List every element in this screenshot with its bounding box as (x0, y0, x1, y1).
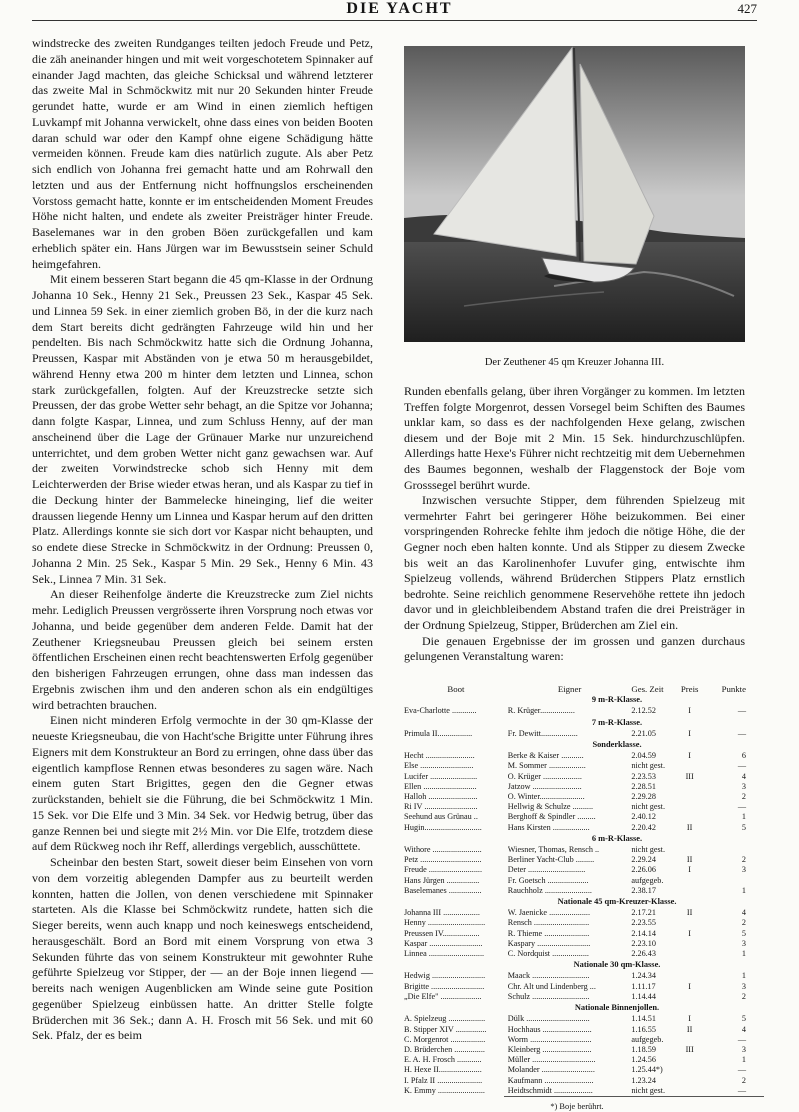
results-table (404, 684, 750, 1112)
total-time: 2.04.59 (631, 751, 656, 761)
points: 1 (741, 1055, 746, 1065)
boat-name: Withore ........................ (404, 845, 482, 855)
boat-name: Lucifer ....................... (404, 771, 478, 781)
journal-title: DIE YACHT (346, 0, 453, 17)
sailboat-photo (404, 46, 745, 342)
class-heading: 9 m-R-Klasse. (591, 695, 643, 705)
boat-name: Primula II................. (404, 728, 473, 738)
result-row (404, 706, 750, 716)
prize (675, 1086, 705, 1096)
prize: II (686, 855, 693, 865)
prize (675, 939, 705, 949)
left-column (32, 36, 373, 1044)
owner-name: C. Nordquist .................. (507, 949, 589, 959)
result-row (404, 971, 750, 981)
boat-name: Seehund aus Grünau .. (404, 812, 478, 822)
total-time: 2.38.17 (631, 885, 656, 895)
boat-name: Brigitte .......................... (404, 981, 485, 991)
boat-name: Freude .......................... (404, 865, 483, 875)
paragraph: Mit einem besseren Start begann die 45 qm-Klasse in der Ordnung Johanna 10 Sek., Henny 21 Sek., Preussen 23 Sek., Kaspar 45 Sek. und Linnea 59 Sek. in einer ziemlich groben Bö, in der die kurz nach dem Start bereits dicht gedrängten Fahrzeuge wild hin und her pendelten. Bis nach Schmöckwitz hatte sich die Ordnung Johanna, Preussen, Kaspar mit Abständen von je etwa 50 m herausgebildet, während Henny etwa 200 m hinter dem letzten und Linnea, schon stark zurückgefallen, folgten. Auf der Kreuzstrecke setzte sich Preussen, der das grobe Wetter sehr behagt, an die Spitze vor Johanna; dann folgte Kaspar, Linnea, und zum Schluss Henny, auf der man anscheinend über die Lage der Grünauer Marke nur unzureichend unterrichtet, und dem groben Wetter nicht ganz gewachsen war. Auf der zweiten Vorwindstrecke schob sich Henny mit dem Leichterwerden der Brise wieder etwas heran, und als Kaspar zu tief in die Deckung hinter der Bammelecke hineinging, lief die weiter draussen liegende Henny um Linnea und Kaspar herum auf den dritten Platz. Allerdings konnte sie sich dort vor Kaspar nicht behaupten, und so endete diese Strecke in Schmöckwitz in der Ordnung: Preussen 0, Johanna 2 Min. 25 Sek., Kaspar 5 Min. 29 Sek., Henny 6 Min. 43 Sek., Linnea 7 Min. 31 Sek. (32, 272, 373, 586)
boat-name: C. Morgenrot ................. (404, 1034, 486, 1044)
total-time: 1.23.24 (631, 1075, 656, 1085)
prize (675, 1055, 705, 1065)
header-points: Punkte (721, 684, 746, 694)
result-row (404, 823, 750, 833)
header-owner: Eigner (557, 684, 582, 694)
boat-name: Kaspar .......................... (404, 938, 483, 948)
prize (675, 876, 705, 886)
prize (675, 812, 705, 822)
paragraph: Inzwischen versuchte Stipper, dem führenden Spielzeug mit vermehrter Fahrt bei geringerer Höhe beizukommen. Bei einer vorspringenden Rohrecke fehlte ihm jedoch die nötige Höhe, die der Gegner noch eben halten konnte. Und als Stipper zu diesem Zwecke bis weit an das Karolinenhofer Luvufer ging, entwischte ihm Spielzeug vollends, während Brüderchen Stippers Platz ernstlich bedrohte. Seine reichlich genommene Reservehöhe rettete ihn jedoch davor und in gleichbleibendem Abstand trafen die drei Preisträger in der Ordnung Spielzeug, Stipper, Brüderchen am Ziel ein. (404, 493, 745, 632)
prize: I (688, 928, 692, 938)
result-row (404, 908, 750, 918)
points: — (737, 1034, 746, 1044)
result-row (404, 949, 750, 959)
total-time: nicht gest. (631, 802, 665, 812)
class-heading: 6 m-R-Klasse. (591, 833, 643, 843)
total-time: nicht gest. (631, 845, 665, 855)
prize (675, 845, 705, 855)
class-heading: Nationale 30 qm-Klasse. (573, 960, 661, 970)
points: 3 (741, 1044, 746, 1054)
total-time: 2.29.28 (631, 792, 656, 802)
boat-name: Hedwig .......................... (404, 971, 486, 981)
total-time: 2.28.51 (631, 781, 656, 791)
owner-name: Molander .......................... (507, 1065, 595, 1075)
result-row (404, 876, 750, 886)
points: 3 (741, 981, 746, 991)
result-row (404, 1065, 750, 1075)
paragraph: Scheinbar den besten Start, soweit dieser beim Einsehen von vorn von dem vorzeitig ablegenden Dampfer aus zu beurteilt werden konnten, hatten die Jollen, von denen verschiedene mit Spinnaker starteten. Als die Klasse bei Schmöckwitz rundete, hatten sich die Sieger bereits, wenn auch knapp und noch keineswegs entscheidend, herausgeschält. Bord an Bord mit einem Vorsprung von etwa 3 Sekunden führte das von seinem Konstrukteur mit gewohnter Ruhe geführte Spielzeug vor Stipper, der — an der Boje innen liegend — bereits nach wenigen Augenblicken am Winde seine gute Position gegenüber Spielzeug einbüssen hatte. An dritter Stelle folgte Brüderchen mit 36 Sek.; dann A. H. Frosch mit 56 Sek. und mit 60 Sek. Pfalz, der es beim (32, 855, 373, 1043)
paragraph: windstrecke des zweiten Rundganges teilten jedoch Freude und Petz, die zäh aneinander hingen und mit weit vorgeschotetem Spinnaker auf einander Jagd machten, das gleiche Schicksal und während letzterer das zweite Mal in Schmöckwitz mit nur 20 Sekunden hinter Freude gerundet hatte, wurde er am Wind in einen ziemlich heftigen Luvkampf mit Johanna verwickelt, ohne dass eines von beiden Booten daran schuld war oder den Kampf ohne eigene Schädigung hätte vermeiden können. Freude kam dies natürlich zugute. Als aber Petz sich endlich von Johanna frei gemacht hatte und am Rohrwall den letzten und aus der Entfernung nicht hoffnungslos erscheinenden Vorstoss gemacht hatte, konnte er im entscheidenden Moment Freudes Höhe nicht halten, und endete als zweiter Preisträger hinter Freude. Baselemanes war in den groben Böen zurückgefallen und kam erheblich später ein. Hans Jürgen war im Bewusstsein seiner Schuld heimgefahren. (32, 36, 373, 271)
owner-name: M. Sommer .................. (507, 761, 586, 771)
prize: II (686, 908, 693, 918)
total-time: 2.21.05 (631, 728, 656, 738)
footnote-rule (504, 1096, 764, 1097)
total-time: 2.20.42 (631, 822, 656, 832)
boat-name: Eva-Charlotte ............ (404, 706, 477, 716)
results-header (404, 684, 750, 694)
points: 3 (741, 865, 746, 875)
points: 2 (741, 918, 746, 928)
owner-name: Schulz ............................ (507, 991, 590, 1001)
prize (675, 802, 705, 812)
result-row (404, 865, 750, 875)
class-heading: Sonderklasse. (592, 740, 642, 750)
header-prize: Preis (680, 684, 699, 694)
paragraph: Die genauen Ergebnisse der im grossen und ganzen durchaus gelungenen Veranstaltung waren: (404, 633, 745, 664)
points: 2 (741, 1075, 746, 1085)
prize: I (688, 751, 692, 761)
points: — (737, 1085, 746, 1095)
boat-name: D. Brüderchen ............... (404, 1044, 485, 1054)
result-row (404, 855, 750, 865)
total-time: 1.14.51 (631, 1014, 656, 1024)
points: — (737, 706, 746, 716)
owner-name: Chr. Alt und Lindenberg ... (507, 981, 596, 991)
points: 2 (741, 792, 746, 802)
owner-name: Wiesner, Thomas, Rensch .. (507, 845, 600, 855)
result-row (404, 1035, 750, 1045)
points (704, 876, 750, 886)
boat-name: Henny ............................ (404, 918, 486, 928)
right-column (404, 384, 745, 665)
boat-name: Johanna III .................. (404, 908, 480, 918)
points: 4 (741, 771, 746, 781)
result-row (404, 1045, 750, 1055)
result-row (404, 772, 750, 782)
total-time: 1.11.17 (631, 981, 656, 991)
total-time: 2.14.14 (631, 928, 656, 938)
owner-name: O. Winter...................... (507, 792, 585, 802)
points: 3 (741, 938, 746, 948)
prize: I (688, 865, 692, 875)
owner-name: Hellwig & Schulze .......... (507, 802, 594, 812)
owner-name: O. Krüger ................... (507, 771, 582, 781)
header-boat: Boot (447, 684, 465, 694)
owner-name: Worm .............................. (507, 1034, 592, 1044)
boat-name: Halloh ........................ (404, 792, 478, 802)
points: — (737, 761, 746, 771)
owner-name: Kaufmann ........................ (507, 1075, 594, 1085)
owner-name: Hans Kirsten .................. (507, 822, 590, 832)
owner-name: W. Jaenicke .................... (507, 908, 591, 918)
result-row (404, 886, 750, 896)
owner-name: Jatzow ........................ (507, 781, 582, 791)
boat-name: Linnea ........................... (404, 949, 485, 959)
points: — (737, 728, 746, 738)
total-time: aufgegeb. (631, 875, 664, 885)
points: 5 (741, 1014, 746, 1024)
result-row (404, 982, 750, 992)
points: 4 (741, 1024, 746, 1034)
total-time: 1.18.59 (631, 1044, 656, 1054)
prize (675, 1076, 705, 1086)
page-header (0, 0, 799, 22)
boat-name: K. Emmy ....................... (404, 1085, 485, 1095)
points: — (737, 802, 746, 812)
result-row (404, 918, 750, 928)
boat-name: Baselemanes ................ (404, 885, 482, 895)
total-time: 1.24.34 (631, 971, 656, 981)
points: 5 (741, 928, 746, 938)
boat-name: Ri IV .......................... (404, 802, 478, 812)
result-row (404, 729, 750, 739)
result-row (404, 845, 750, 855)
prize (675, 792, 705, 802)
total-time: 2.29.24 (631, 855, 656, 865)
result-row (404, 1014, 750, 1024)
total-time: aufgegeb. (631, 1034, 664, 1044)
boat-name: Petz .............................. (404, 855, 482, 865)
header-rule (32, 20, 757, 21)
total-time: nicht gest. (631, 1085, 665, 1095)
total-time: 1.25.44*) (631, 1065, 663, 1075)
owner-name: Berke & Kaiser ........... (507, 751, 584, 761)
result-row (404, 1055, 750, 1065)
boat-name: Hecht ........................ (404, 751, 475, 761)
page-number: 427 (737, 1, 757, 16)
total-time: 2.17.21 (631, 908, 656, 918)
total-time: 2.23.53 (631, 771, 656, 781)
class-heading: Nationale 45 qm-Kreuzer-Klasse. (557, 897, 677, 907)
boat-name: E. A. H. Frosch ............ (404, 1055, 482, 1065)
result-row (404, 939, 750, 949)
prize (675, 886, 705, 896)
points: 6 (741, 751, 746, 761)
prize (675, 971, 705, 981)
total-time: nicht gest. (631, 761, 665, 771)
owner-name: Dülk ............................... (507, 1014, 590, 1024)
owner-name: Müller ............................... (507, 1055, 596, 1065)
result-row (404, 792, 750, 802)
owner-name: Kaspary .......................... (507, 938, 591, 948)
result-row (404, 802, 750, 812)
result-row (404, 1025, 750, 1035)
paragraph: An dieser Reihenfolge änderte die Kreuzstrecke zum Ziel nichts mehr. Lediglich Preussen vergrösserte ihren Vorsprung noch etwas vor Johanna, und beide gegenüber dem anderen Felde. Damit hat der Zeuthener Kriegsneubau Preussen gleich bei seinem ersten öffentlichen Erscheinen einen recht beachtenswerten Erfolg gegenüber den bisherigen Fahrzeugen errungen, ohne dass man indessen das Ergebnis zwischen ihm und den anderen schon als ein endgültiges wird betrachten brauchen. (32, 587, 373, 712)
points: 5 (741, 822, 746, 832)
owner-name: Rauchholz ....................... (507, 885, 592, 895)
boat-name: Preussen IV.................. (404, 928, 480, 938)
total-time: 2.40.12 (631, 812, 656, 822)
prize: I (688, 1014, 692, 1024)
result-row (404, 751, 750, 761)
boat-name: B. Stipper XIV ............... (404, 1024, 487, 1034)
results-body (404, 695, 750, 1096)
footnote: *) Boje berührt. (550, 1101, 604, 1111)
prize: III (685, 1044, 694, 1054)
points: 2 (741, 991, 746, 1001)
photo-caption: Der Zeuthener 45 qm Kreuzer Johanna III. (484, 357, 665, 368)
owner-name: Kleinberg ........................ (507, 1044, 592, 1054)
total-time: 1.24.56 (631, 1055, 656, 1065)
points: — (737, 1065, 746, 1075)
total-time: 2.23.55 (631, 918, 656, 928)
boat-name: I. Pfalz II ...................... (404, 1075, 483, 1085)
result-row (404, 1086, 750, 1096)
boat-name: Hugin............................ (404, 822, 482, 832)
owner-name: Berghoff & Spindler ......... (507, 812, 596, 822)
points (704, 845, 750, 855)
total-time: 2.26.43 (631, 949, 656, 959)
points: 1 (741, 949, 746, 959)
class-heading: Nationale Binnenjollen. (574, 1003, 660, 1013)
result-row (404, 1076, 750, 1086)
paragraph: Einen nicht minderen Erfolg vermochte in der 30 qm-Klasse der neueste Kriegsneubau, die von Hacht'sche Brigitte unter Führung ihres Eigners mit dem Konstrukteur an Bord zu erringen, ohne dass über das eigentlich kampflose Rennen etwas besonderes zu sagen wäre. Nach einem guten Start Brigittes, gegen den die Gegner etwas zurückstanden, behielt sie die Führung, die bei Schmöckwitz 1 Min. 15 Sek. vor Die Elfe und 3 Min. 34 Sek. vor Hedwig betrug, über das ganze Rennen bei und siegte mit 2½ Min. vor Die Elfe, trotzdem diese auf dem Rückweg noch ihr Reff, allerdings vergeblich, ausschüttete. (32, 713, 373, 854)
owner-name: R. Krüger................. (507, 706, 575, 716)
boat-name: A. Spielzeug .................. (404, 1014, 486, 1024)
total-time: 1.14.44 (631, 991, 656, 1001)
prize (675, 782, 705, 792)
owner-name: Deter ............................ (507, 865, 586, 875)
owner-name: Rensch ........................... (507, 918, 590, 928)
prize: II (686, 1024, 693, 1034)
prize (675, 1035, 705, 1045)
owner-name: Heidtschmidt ................... (507, 1085, 593, 1095)
prize (675, 949, 705, 959)
owner-name: Maack ............................ (507, 971, 590, 981)
boat-name: „Die Elfe" .................... (404, 991, 482, 1001)
points: 1 (741, 885, 746, 895)
total-time: 2.23.10 (631, 938, 656, 948)
prize (675, 761, 705, 771)
result-row (404, 992, 750, 1002)
total-time: 2.26.06 (631, 865, 656, 875)
points: 4 (741, 908, 746, 918)
owner-name: Berliner Yacht-Club ......... (507, 855, 595, 865)
points: 3 (741, 781, 746, 791)
result-row (404, 812, 750, 822)
owner-name: Fr. Dewitt.................. (507, 728, 578, 738)
paragraph: Runden ebenfalls gelang, über ihren Vorgänger zu kommen. Im letzten Treffen folgte Morgenrot, dessen Vorsegel beim Schiften des Baumes unklar kam, so dass es der nachfolgenden Hexe gelang, zwischen diesem und der Boje mit 2 Min. 15 Sek. hindurchzuschlüpfen. Allerdings hatte Hexe's Führer nicht rechtzeitig mit dem Uebernehmen des Baumes begonnen, weshalb der Flaggenstock der Boje vom Grosssegel berührt wurde. (404, 384, 745, 492)
result-row (404, 782, 750, 792)
boat-name: Else .......................... (404, 761, 474, 771)
prize (675, 1065, 705, 1075)
total-time: 1.16.55 (631, 1024, 656, 1034)
prize (675, 992, 705, 1002)
points: 1 (741, 812, 746, 822)
owner-name: Fr. Goetsch .................... (507, 875, 589, 885)
prize: I (688, 706, 692, 716)
prize: I (688, 981, 692, 991)
points: 2 (741, 855, 746, 865)
owner-name: R. Thieme ...................... (507, 928, 590, 938)
result-row (404, 929, 750, 939)
points: 1 (741, 971, 746, 981)
class-heading: 7 m-R-Klasse. (591, 717, 643, 727)
prize: III (685, 771, 694, 781)
header-time: Ges. Zeit (631, 684, 664, 694)
boat-name: Ellen .......................... (404, 781, 477, 791)
prize: I (688, 728, 692, 738)
boat-name: Hans Jürgen ................ (404, 875, 480, 885)
result-row (404, 761, 750, 771)
prize: II (686, 822, 693, 832)
owner-name: Hochhaus ........................ (507, 1024, 592, 1034)
total-time: 2.12.52 (631, 706, 656, 716)
prize (675, 918, 705, 928)
boat-name: H. Hexe II..................... (404, 1065, 482, 1075)
